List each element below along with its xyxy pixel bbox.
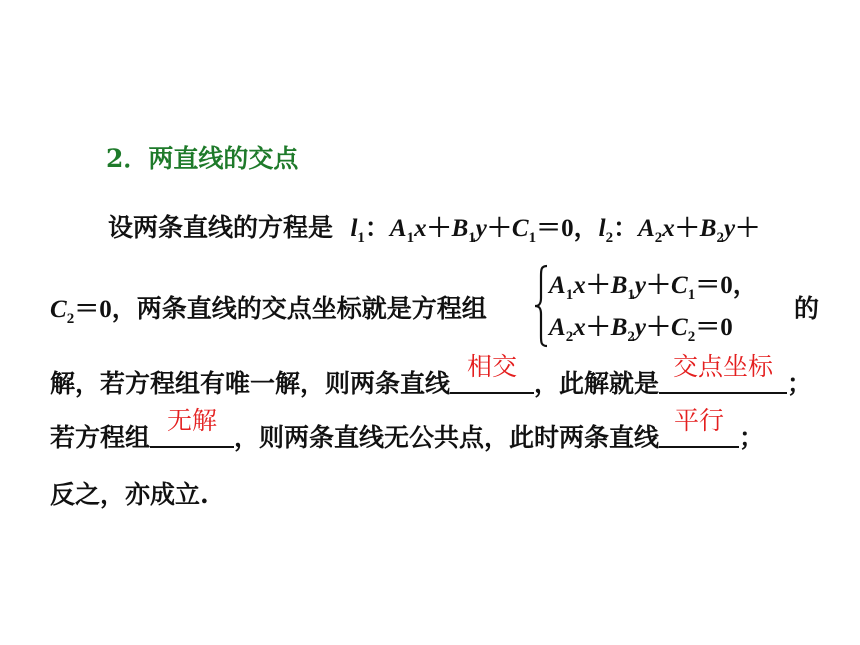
paragraph-line-1 <box>108 211 760 255</box>
paragraph-line-2 <box>50 292 487 336</box>
l1-symbol: $l_1$ <box>350 215 365 246</box>
answer-intersect: 相交 <box>467 352 518 381</box>
equation-l2-end: $C_2=0$， <box>50 296 137 327</box>
line3-text-2: ，此解就是 <box>534 369 660 398</box>
left-brace-icon <box>533 264 549 348</box>
system-equation-1: $A_1x+B_1y+C_1=0$， <box>549 272 758 303</box>
colon: ： <box>364 213 390 242</box>
answer-parallel: 平行 <box>674 406 725 435</box>
paragraph-line-4 <box>50 406 765 455</box>
line3-text-1: 解，若方程组有唯一解，则两条直线 <box>50 369 451 398</box>
equation-system <box>533 264 773 348</box>
colon: ： <box>613 213 639 242</box>
answer-blank-1 <box>450 352 534 394</box>
section-heading: 2．两直线的交点 <box>106 144 299 173</box>
system-equation-2: $A_2x+B_2y+C_2=0$ <box>549 314 733 345</box>
answer-blank-2 <box>659 352 787 394</box>
equation-l2-start: $A_2x+B_2y+$ <box>638 215 761 246</box>
tail-text: 的 <box>794 294 820 323</box>
line4-text-2: ，则两条直线无公共点，此时两条直线 <box>234 423 660 452</box>
line4-text-3: ； <box>739 423 765 452</box>
answer-blank-4 <box>659 406 739 448</box>
answer-no-solution: 无解 <box>167 406 218 435</box>
system-intro-text: 两条直线的交点坐标就是方程组 <box>136 294 487 323</box>
l2-symbol: $l_2$ <box>598 215 614 246</box>
line4-text-1: 若方程组 <box>50 423 151 452</box>
answer-intersection-coords: 交点坐标 <box>673 352 774 381</box>
equation-l1: $A_1x+B_1y+C_1=0$， <box>389 215 599 246</box>
line3-text-3: ； <box>787 369 813 398</box>
intro-text: 设两条直线的方程是 <box>108 213 334 242</box>
answer-blank-3 <box>150 406 234 448</box>
paragraph-line-3 <box>50 352 813 401</box>
paragraph-line-5: 反之，亦成立. <box>50 480 209 509</box>
